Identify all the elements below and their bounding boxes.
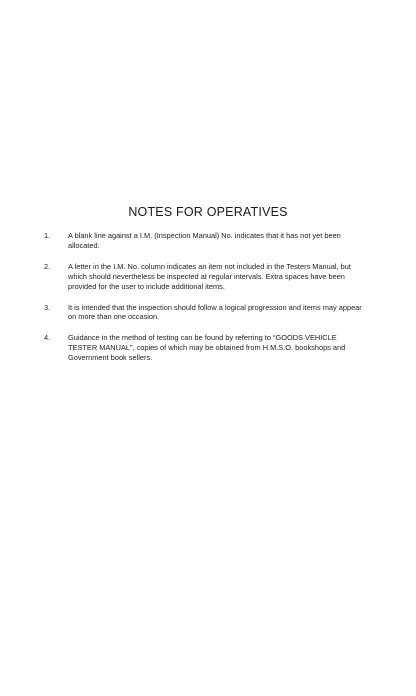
note-item-4 xyxy=(44,333,364,363)
note-number: 4. xyxy=(44,333,51,343)
page-title: NOTES FOR OPERATIVES xyxy=(128,205,288,219)
note-text: A blank line against a I.M. (Inspection Manual) No. indicates that it has not yet been allocated. xyxy=(68,231,341,250)
note-text: A letter in the I.M. No. column indicates an item not included in the Testers Manual, but which should nevertheless be inspected at regular intervals. Extra spaces have been provided for the user to include additional items. xyxy=(68,261,351,291)
notes-list xyxy=(44,231,364,374)
note-number: 1. xyxy=(44,231,51,240)
note-text: It is intended that the inspection should follow a logical progression and items may appear on more than one occasion. xyxy=(68,302,362,322)
note-item-3 xyxy=(44,303,364,323)
note-item-1 xyxy=(44,231,364,251)
note-item-2 xyxy=(44,262,364,292)
note-number: 2. xyxy=(44,261,51,271)
note-number: 3. xyxy=(44,302,51,312)
note-text: Guidance in the method of testing can be found by referring to “GOODS VEHICLE TESTER MANUAL”, copies of which may be obtained from H.M.S.O. bookshops and Government book sellers. xyxy=(68,333,346,363)
